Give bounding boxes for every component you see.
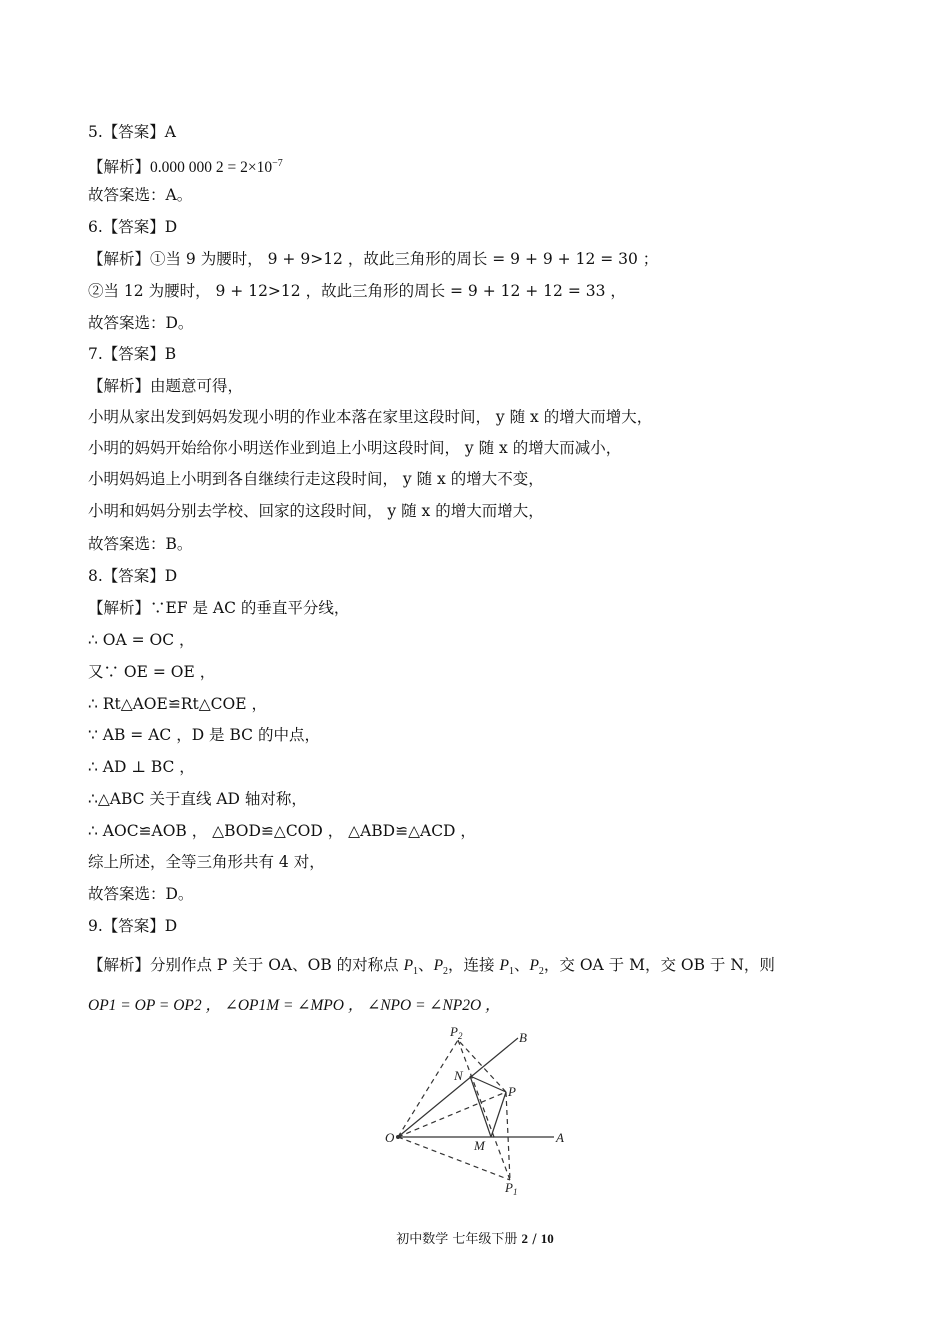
segment-pm xyxy=(491,1092,506,1137)
point-o-dot xyxy=(396,1135,400,1139)
q5-answer: 5.【答案】A xyxy=(88,123,176,141)
label-o: O xyxy=(385,1130,395,1145)
segment-np xyxy=(470,1076,506,1092)
q5-analysis-exponent: −7 xyxy=(272,158,283,169)
q7-analysis-line-5: 小明和妈妈分别去学校、回家的这段时间， y 随 x 的增大而增大， xyxy=(88,502,544,520)
q9-line1-part-b: ，连接 xyxy=(448,956,500,974)
separator: 、 xyxy=(418,956,434,974)
q8-analysis-line-5: ∵ AB = AC ，D 是 BC 的中点， xyxy=(88,726,320,744)
point-p1-sub: 1 xyxy=(413,966,419,978)
q8-analysis-line-1: 【解析】∵EF 是 AC 的垂直平分线， xyxy=(88,599,350,617)
segment-nm xyxy=(470,1076,491,1137)
q6-analysis-line-2: ②当 12 为腰时， 9 + 12>12 ，故此三角形的周长 = 9 + 12 + 12 = 33 ， xyxy=(88,282,626,300)
segment-p-p1 xyxy=(506,1092,510,1180)
q9-analysis-line-2: OP1 = OP = OP2 ， ∠OP1M = ∠MPO ， ∠NPO = ∠NP2O ， xyxy=(88,997,501,1014)
q5-analysis-label: 【解析】 xyxy=(88,158,151,177)
q8-answer: 8.【答案】D xyxy=(88,567,178,585)
segment-o-p xyxy=(398,1092,506,1137)
q9-analysis-line-1 xyxy=(88,955,775,982)
ray-ob xyxy=(398,1038,518,1137)
q9-line1-part-a: 【解析】分别作点 P 关于 OA、OB 的对称点 xyxy=(88,956,404,974)
q5-analysis-value: 0.000 000 2 = 2×10 xyxy=(150,159,273,177)
q5-analysis xyxy=(88,154,283,178)
q8-analysis-line-2: ∴ OA = OC ， xyxy=(88,631,195,649)
segment-p2-p1 xyxy=(458,1040,510,1180)
point-p2-sub: 2 xyxy=(538,966,544,978)
q8-analysis-line-4: ∴ Rt△AOE≌Rt△COE ， xyxy=(88,695,267,713)
footer-page-number: 2 xyxy=(521,1231,529,1246)
label-m: M xyxy=(474,1138,485,1153)
point-p2-sub: 2 xyxy=(443,966,449,978)
footer-separator: / xyxy=(532,1232,537,1247)
q8-analysis-line-3: 又∵ OE = OE ， xyxy=(88,663,216,681)
q6-analysis-line-1: 【解析】①当 9 为腰时， 9 + 9>12 ，故此三角形的周长 = 9 + 9 + 12 = 30 ； xyxy=(88,250,659,268)
q7-analysis-line-1: 【解析】由题意可得， xyxy=(88,377,244,395)
label-b: B xyxy=(519,1030,527,1045)
q8-conclusion: 故答案选：D。 xyxy=(88,885,194,903)
q6-conclusion: 故答案选：D。 xyxy=(88,314,194,332)
point-p2: P xyxy=(433,957,444,974)
q5-conclusion: 故答案选：A。 xyxy=(88,186,193,204)
q8-analysis-line-6: ∴ AD ⊥ BC ， xyxy=(88,758,195,776)
q9-answer: 9.【答案】D xyxy=(88,917,178,935)
segment-o-p1 xyxy=(398,1137,510,1180)
q8-analysis-line-8: ∴ AOC≌AOB ， △BOD≌△COD ， △ABD≌△ACD ， xyxy=(88,822,476,840)
point-p2: P xyxy=(529,957,539,974)
label-a: A xyxy=(556,1130,564,1145)
q8-analysis-line-7: ∴△ABC 关于直线 AD 轴对称， xyxy=(88,790,307,808)
label-p: P xyxy=(508,1084,516,1099)
q9-line1-part-c: ，交 OA 于 M，交 OB 于 N，则 xyxy=(543,956,775,974)
point-p1-sub: 1 xyxy=(508,966,514,978)
footer-total-pages: 10 xyxy=(540,1231,554,1246)
point-p1: P xyxy=(499,957,509,974)
q7-conclusion: 故答案选：B。 xyxy=(88,535,193,553)
q7-answer: 7.【答案】B xyxy=(88,345,177,363)
label-p1: $P_1$ xyxy=(505,1180,518,1197)
separator: 、 xyxy=(513,956,530,974)
q6-answer: 6.【答案】D xyxy=(88,218,178,236)
q7-analysis-line-2: 小明从家出发到妈妈发现小明的作业本落在家里这段时间， y 随 x 的增大而增大， xyxy=(88,408,653,426)
segment-o-p2 xyxy=(398,1040,458,1137)
q7-analysis-line-4: 小明妈妈追上小明到各自继续行走这段时间， y 随 x 的增大不变， xyxy=(88,470,544,488)
label-p2: $P_2$ xyxy=(450,1024,463,1041)
segment-p-p2 xyxy=(458,1040,506,1092)
label-n: N xyxy=(454,1068,463,1083)
point-p1: P xyxy=(403,957,414,974)
q8-analysis-line-9: 综上所述，全等三角形共有 4 对， xyxy=(88,853,325,871)
reflection-diagram xyxy=(378,1022,578,1202)
page-footer xyxy=(0,1228,950,1247)
footer-subject: 初中数学 七年级下册 xyxy=(396,1232,518,1247)
q7-analysis-line-3: 小明的妈妈开始给你小明送作业到追上小明这段时间， y 随 x 的增大而减小， xyxy=(88,439,622,457)
